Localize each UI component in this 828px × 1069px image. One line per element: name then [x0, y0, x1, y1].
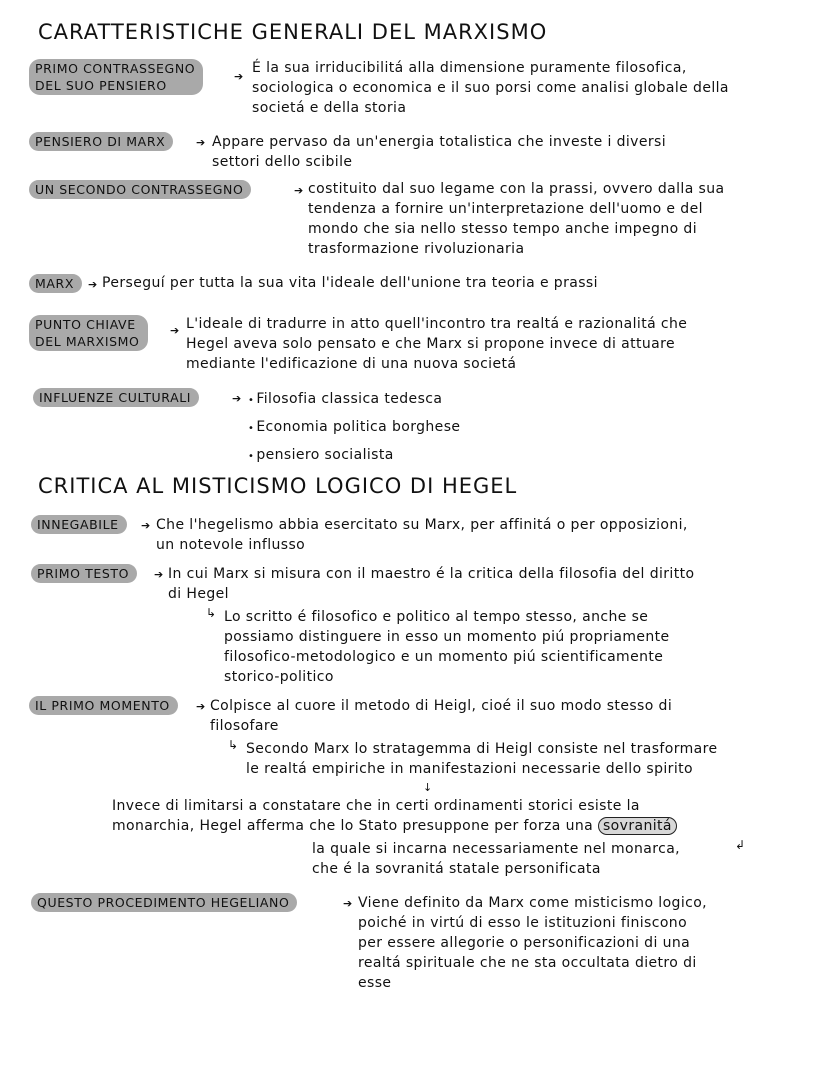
section-title-hegel: CRITICA AL MISTICISMO LOGICO DI HEGEL: [38, 474, 518, 498]
list-influenze: [248, 386, 460, 470]
tag-line: IL PRIMO MOMENTO: [35, 698, 170, 713]
list-item: • Filosofia classica tedesca: [248, 391, 443, 407]
tag-line: MARX: [35, 276, 74, 291]
curved-arrow-icon: ↲: [735, 838, 746, 852]
text-block-secondo-marx: [246, 739, 717, 779]
tag-line: QUESTO PROCEDIMENTO HEGELIANO: [37, 895, 290, 910]
arrow-icon: ➔: [232, 392, 242, 405]
tag-punto-chiave: [29, 315, 148, 351]
hook-arrow-icon: ↳: [206, 606, 217, 620]
text-block-la-quale: [312, 839, 680, 879]
text-line-part: monarchia, Hegel afferma che lo Stato presuppone per forza una: [112, 818, 594, 834]
tag-line: PRIMO TESTO: [37, 566, 130, 581]
text-line: realtá spirituale che ne sta occultata dietro di: [358, 955, 697, 971]
tag-line: DEL SUO PENSIERO: [35, 78, 167, 93]
text-line: poiché in virtú di esso le istituzioni finiscono: [358, 915, 688, 931]
text-line: filosofare: [210, 718, 279, 734]
circled-word: sovranitá: [598, 817, 677, 835]
tag-line: PUNTO CHIAVE: [35, 317, 136, 332]
tag-innegabile: [31, 515, 127, 534]
tag-line: INNEGABILE: [37, 517, 119, 532]
text-line: tendenza a fornire un'interpretazione dell'uomo e del: [308, 201, 703, 217]
text-line: esse: [358, 975, 392, 991]
text-line: per essere allegorie o personificazioni di una: [358, 935, 691, 951]
text-block-secondo-contrassegno: [308, 179, 725, 259]
text-line: In cui Marx si misura con il maestro é la critica della filosofia del diritto: [168, 566, 695, 582]
tag-line: INFLUENZE CULTURALI: [39, 390, 192, 405]
text-line: [112, 816, 677, 836]
text-line: societá e della storia: [252, 100, 407, 116]
text-line: la quale si incarna necessariamente nel monarca,: [312, 841, 681, 857]
text-line: costituito dal suo legame con la prassi, ovvero dalla sua: [308, 181, 725, 197]
text-block-marx: [102, 273, 598, 293]
tag-marx: [29, 274, 82, 293]
text-line: mediante l'edificazione di una nuova societá: [186, 356, 517, 372]
text-line: Viene definito da Marx come misticismo logico,: [358, 895, 708, 911]
list-item-text: pensiero socialista: [256, 447, 394, 463]
tag-il-primo-momento: [29, 696, 178, 715]
text-block-primo-contrassegno: [252, 58, 729, 118]
text-line: mondo che sia nello stesso tempo anche impegno di: [308, 221, 698, 237]
text-block-primo-testo: [168, 564, 694, 604]
tag-primo-contrassegno: [29, 59, 203, 95]
arrow-icon: ➔: [294, 184, 304, 197]
text-line: L'ideale di tradurre in atto quell'incontro tra realtá e razionalitá che: [186, 316, 688, 332]
tag-line: PRIMO CONTRASSEGNO: [35, 61, 196, 76]
text-line: settori dello scibile: [212, 154, 353, 170]
arrow-icon: ➔: [343, 897, 353, 910]
list-item-text: Filosofia classica tedesca: [256, 391, 443, 407]
text-block-primo-momento: [210, 696, 672, 736]
text-line: Invece di limitarsi a constatare che in certi ordinamenti storici esiste la: [112, 798, 640, 814]
arrow-icon: ➔: [88, 278, 98, 291]
text-line: storico-politico: [224, 669, 334, 685]
text-line: Secondo Marx lo stratagemma di Heigl consiste nel trasformare: [246, 741, 718, 757]
tag-questo-procedimento: [31, 893, 297, 912]
text-line: Appare pervaso da un'energia totalistica che investe i diversi: [212, 134, 666, 150]
tag-line: UN SECONDO CONTRASSEGNO: [35, 182, 244, 197]
text-line: Hegel aveva solo pensato e che Marx si propone invece di attuare: [186, 336, 676, 352]
text-block-pensiero-di-marx: [212, 132, 666, 172]
text-block-invece: [112, 796, 677, 836]
text-line: Lo scritto é filosofico e politico al tempo stesso, anche se: [224, 609, 649, 625]
list-item-text: Economia politica borghese: [256, 419, 461, 435]
tag-pensiero-di-marx: [29, 132, 173, 151]
down-arrow-icon: ↓: [423, 781, 433, 794]
text-line: Che l'hegelismo abbia esercitato su Marx, per affinitá o per opposizioni,: [156, 517, 688, 533]
text-block-punto-chiave: [186, 314, 687, 374]
text-line: filosofico-metodologico e un momento piú scientificamente: [224, 649, 664, 665]
list-item: • pensiero socialista: [248, 447, 394, 463]
text-line: É la sua irriducibilitá alla dimensione puramente filosofica,: [252, 60, 687, 76]
text-block-innegabile: [156, 515, 688, 555]
tag-primo-testo: [31, 564, 137, 583]
arrow-icon: ➔: [196, 700, 206, 713]
hook-arrow-icon: ↳: [228, 738, 239, 752]
text-line: che é la sovranitá statale personificata: [312, 861, 601, 877]
arrow-icon: ➔: [196, 136, 206, 149]
tag-secondo-contrassegno: [29, 180, 251, 199]
arrow-icon: ➔: [141, 519, 151, 532]
text-line: le realtá empiriche in manifestazioni necessarie dello spirito: [246, 761, 693, 777]
list-item: • Economia politica borghese: [248, 419, 461, 435]
tag-line: DEL MARXISMO: [35, 334, 140, 349]
text-line: un notevole influsso: [156, 537, 306, 553]
section-title-marxismo: CARATTERISTICHE GENERALI DEL MARXISMO: [38, 20, 548, 44]
text-line: di Hegel: [168, 586, 229, 602]
text-line: possiamo distinguere in esso un momento piú propriamente: [224, 629, 670, 645]
text-line: Colpisce al cuore il metodo di Heigl, cioé il suo modo stesso di: [210, 698, 673, 714]
tag-line: PENSIERO DI MARX: [35, 134, 166, 149]
arrow-icon: ➔: [154, 568, 164, 581]
arrow-icon: ➔: [170, 324, 180, 337]
text-block-lo-scritto: [224, 607, 670, 687]
text-line: Perseguí per tutta la sua vita l'ideale dell'unione tra teoria e prassi: [102, 275, 598, 291]
text-block-questo-procedimento: [358, 893, 707, 993]
arrow-icon: ➔: [234, 70, 244, 83]
text-line: sociologica o economica e il suo porsi come analisi globale della: [252, 80, 729, 96]
text-line: trasformazione rivoluzionaria: [308, 241, 525, 257]
tag-influenze-culturali: [33, 388, 199, 407]
